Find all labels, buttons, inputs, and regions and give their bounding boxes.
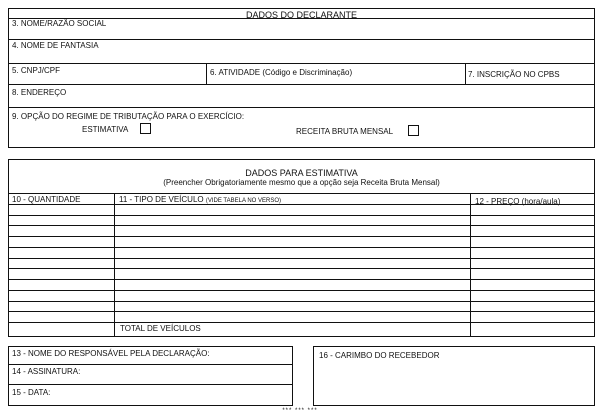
opt-estimativa-label: ESTIMATIVA bbox=[82, 125, 129, 134]
table-row[interactable] bbox=[8, 311, 595, 312]
endereco-field[interactable]: 8. ENDEREÇO bbox=[12, 88, 67, 97]
opt-receita-label: RECEITA BRUTA MENSAL bbox=[296, 127, 394, 136]
table-row[interactable] bbox=[8, 225, 595, 226]
col-preco-header: 12 - PREÇO (hora/aula) bbox=[475, 197, 561, 206]
assinatura-field[interactable]: 14 - ASSINATURA: bbox=[12, 367, 81, 376]
table-row[interactable] bbox=[8, 301, 595, 302]
data-field[interactable]: 15 - DATA: bbox=[12, 388, 51, 397]
estimativa-subtitle: (Preencher Obrigatoriamente mesmo que a opção seja Receita Bruta Mensal) bbox=[163, 178, 440, 187]
nome-responsavel-field[interactable]: 13 - NOME DO RESPONSÁVEL PELA DECLARAÇÃO: bbox=[12, 349, 210, 358]
regime-label: 9. OPÇÃO DO REGIME DE TRIBUTAÇÃO PARA O EXERCÍCIO: bbox=[12, 112, 245, 121]
cnpj-cpf-field[interactable]: 5. CNPJ/CPF bbox=[12, 66, 61, 75]
total-veiculos-label: TOTAL DE VEÍCULOS bbox=[120, 324, 201, 333]
table-row[interactable] bbox=[8, 290, 595, 291]
nome-razao-social-field[interactable]: 3. NOME/RAZÃO SOCIAL bbox=[12, 19, 107, 28]
estimativa-checkbox[interactable] bbox=[140, 123, 151, 134]
col-tipo-label: 11 - TIPO DE VEÍCULO bbox=[119, 195, 204, 204]
receita-bruta-checkbox[interactable] bbox=[408, 125, 419, 136]
table-row[interactable] bbox=[8, 236, 595, 237]
table-row[interactable] bbox=[8, 279, 595, 280]
atividade-field[interactable]: 6. ATIVIDADE (Código e Discriminação) bbox=[210, 68, 353, 77]
footer-marks: *** *** *** bbox=[282, 408, 318, 414]
col-tipo-note: (VIDE TABELA NO VERSO) bbox=[205, 198, 281, 204]
nome-fantasia-field[interactable]: 4. NOME DE FANTASIA bbox=[12, 41, 99, 50]
table-row[interactable] bbox=[8, 268, 595, 269]
carimbo-recebedor-label: 16 - CARIMBO DO RECEBEDOR bbox=[319, 351, 440, 360]
table-row[interactable] bbox=[8, 247, 595, 248]
col-quantidade-header: 10 - QUANTIDADE bbox=[12, 195, 81, 204]
declarante-title: DADOS DO DECLARANTE bbox=[245, 10, 358, 20]
table-row[interactable] bbox=[8, 258, 595, 259]
estimativa-title: DADOS PARA ESTIMATIVA bbox=[245, 168, 358, 178]
table-row[interactable] bbox=[8, 204, 595, 205]
inscricao-field[interactable]: 7. INSCRIÇÃO NO CPBS bbox=[468, 70, 560, 79]
table-row[interactable] bbox=[8, 215, 595, 216]
